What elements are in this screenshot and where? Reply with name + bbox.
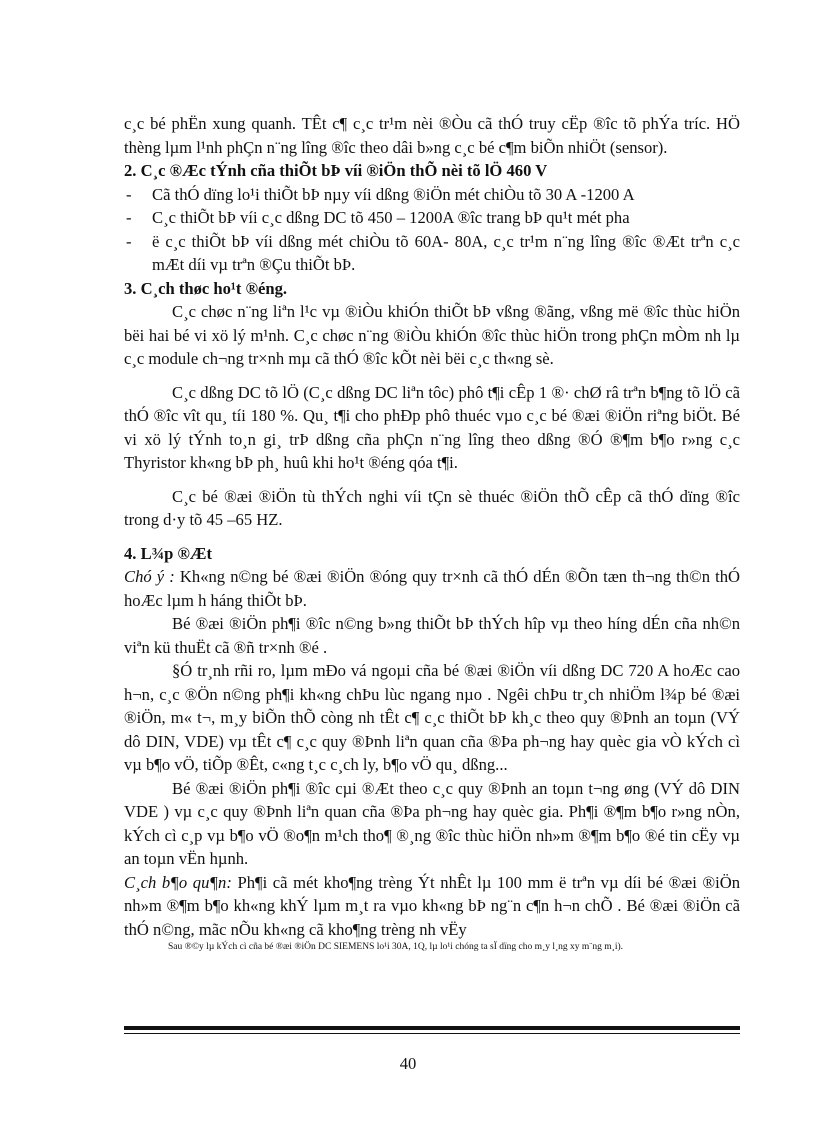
storage-label: C¸ch b¶o qu¶n: — [124, 872, 232, 892]
note-text: Kh«ng n©ng bé ®æi ®iÖn ®óng quy tr×nh cã thÓ dÉn ®Õn tæn th¬ng th©n thÓ hoÆc lµm h háng thiÕt bÞ. — [124, 567, 740, 610]
storage-text: Ph¶i cã mét kho¶ng trèng Ýt nhÊt lµ 100 mm ë trªn vµ díi bé ®æi ®iÖn nh»m ®¶m b¶o kh«ng khÝ lµm m¸t ra vµo kh«ng bÞ ng¨n c¶n h¬n chÕ . Bé ®æi ®iÖn cã thÓ n©ng, mãc nÕu kh«ng cã kho¶ng trèng nh vËy — [124, 872, 740, 939]
heading-section-3: 3. C¸ch thøc ho¹t ®éng. — [124, 278, 288, 298]
heading-section-4: 4. L¾p ®Æt — [124, 543, 213, 563]
list-item — [124, 230, 740, 277]
heading-section-2: 2. C¸c ®Æc tÝnh cña thiÕt bÞ víi ®iÖn thÕ nèi tõ lÖ 460 V — [124, 161, 548, 180]
install-paragraph-3: Bé ®æi ®iÖn ph¶i ®îc cµi ®Æt theo c¸c quy ®Þnh an toµn t¬ng øng (VÝ dô DIN VDE ) vµ c¸c quy ®Þnh liªn quan cña ®Þa ph¬ng hay quèc gia. Ph¶i ®¶m b¶o r»ng nÒn, kÝch cì c¸p vµ b¶o vÖ ®o¶n m¹ch tho¶ ®¸ng ®îc thùc hiÖn nh»m ®¶m b¶o ®é tin cËy vµ an toµn vËn hµnh. — [124, 778, 740, 868]
install-paragraph-2: §Ó tr¸nh rñi ro, lµm mÐo vá ngoµi cña bé ®æi ®iÖn víi dßng DC 720 A hoÆc cao h¬n, c¸c ®Ön n©ng ph¶i kh«ng chÞu lùc ngang nµo . Ngêi chÞu tr¸ch nhiÖm l¾p bé ®æi ®iÖn, m« t¬, m¸y biÕn thÕ còng nh tÊt c¶ c¸c thiÕt bÞ kh¸c theo quy ®Þnh an toµn (VÝ dô DIN, VDE) vµ tÊt c¶ c¸c quy ®Þnh liªn quan cña ®Þa ph¬ng hay quèc gia vÒ kÝch cì vµ b¶o vÖ, tiÕp ®Êt, c«ng t¸c c¸ch ly, b¶o vÖ qu¸ dßng... — [124, 661, 740, 774]
list-item — [124, 183, 740, 207]
list-item — [124, 206, 740, 230]
footer-rule-thin — [124, 1033, 740, 1034]
dash-bullet-icon: - — [126, 208, 132, 227]
figure-caption: Sau ®©y lµ kÝch cì cña bé ®æi ®iÖn DC SIEMENS lo¹i 30A, 1Q, lµ lo¹i chóng ta sÏ dïng cho m¸y l¸ng xy m¨ng m¸i). — [168, 942, 624, 952]
bullet-list — [124, 183, 740, 277]
operation-paragraph-2: C¸c dßng DC tõ lÖ (C¸c dßng DC liªn tôc) phô t¶i cÊp 1 ®· chØ râ trªn b¶ng tõ lÖ cã thÓ ®îc vît qu¸ tíi 180 %. Qu¸ t¶i cho phÐp phô thuéc vµo c¸c bé ®æi ®iÖn riªng biÖt. Bé vi xö lý tÝnh to¸n gi¸ trÞ dßng cña phÇn n¨ng lîng theo dßng ®Ó ®¶m b¶o r»ng c¸c Thyristor kh«ng bÞ ph¸ huû khi ho¹t ®éng qóa t¶i. — [124, 382, 740, 472]
footer-rule-thick — [124, 1026, 740, 1030]
dash-bullet-icon: - — [126, 231, 132, 251]
page-body — [124, 112, 740, 954]
list-item-text: ë c¸c thiÕt bÞ víi dßng mét chiÒu tõ 60A- 80A, c¸c tr¹m n¨ng lîng ®îc ®Æt trªn c¸c mÆt díi vµ trªn ®Çu thiÕt bÞ. — [152, 231, 740, 274]
list-item-text: C¸c thiÕt bÞ víi c¸c dßng DC tõ 450 – 1200A ®îc trang bÞ qu¹t mét pha — [152, 208, 630, 227]
storage-paragraph — [124, 871, 740, 942]
note-paragraph — [124, 565, 740, 612]
page-number: 40 — [399, 1054, 417, 1073]
intro-paragraph: c¸c bé phËn xung quanh. TÊt c¶ c¸c tr¹m nèi ®Òu cã thÓ truy cËp ®îc tõ phÝa tríc. HÖ thèng lµm l¹nh phÇn n¨ng lîng ®îc theo dâi b»ng c¸c bé c¶m biÕn nhiÖt (sensor). — [124, 114, 740, 157]
note-label: Chó ý : — [124, 567, 175, 586]
dash-bullet-icon: - — [126, 184, 132, 204]
list-item-text: Cã thÓ dïng lo¹i thiÕt bÞ nµy víi dßng ®iÖn mét chiÒu tõ 30 A -1200 A — [152, 184, 635, 204]
operation-paragraph-1: C¸c chøc n¨ng liªn l¹c vµ ®iÒu khiÓn thiÕt bÞ vßng ®ãng, vßng më ®îc thùc hiÖn bëi hai bé vi xö lý m¹nh. C¸c chøc n¨ng ®iÒu khiÓn ®îc thùc hiÖn trong phÇn mÒm nh lµ c¸c module ch¬ng tr×nh mµ cã thÓ ®îc kÕt nèi bëi c¸c th«ng sè. — [124, 302, 740, 368]
operation-paragraph-3: C¸c bé ®æi ®iÖn tù thÝch nghi víi tÇn sè thuéc ®iÖn thÕ cÊp cã thÓ dïng ®îc trong d·y tõ 45 –65 HZ. — [124, 486, 740, 529]
install-paragraph-1: Bé ®æi ®iÖn ph¶i ®îc n©ng b»ng thiÕt bÞ thÝch hîp vµ theo híng dÉn cña nh©n viªn kü thuËt cã ®ñ tr×nh ®é . — [124, 614, 740, 657]
